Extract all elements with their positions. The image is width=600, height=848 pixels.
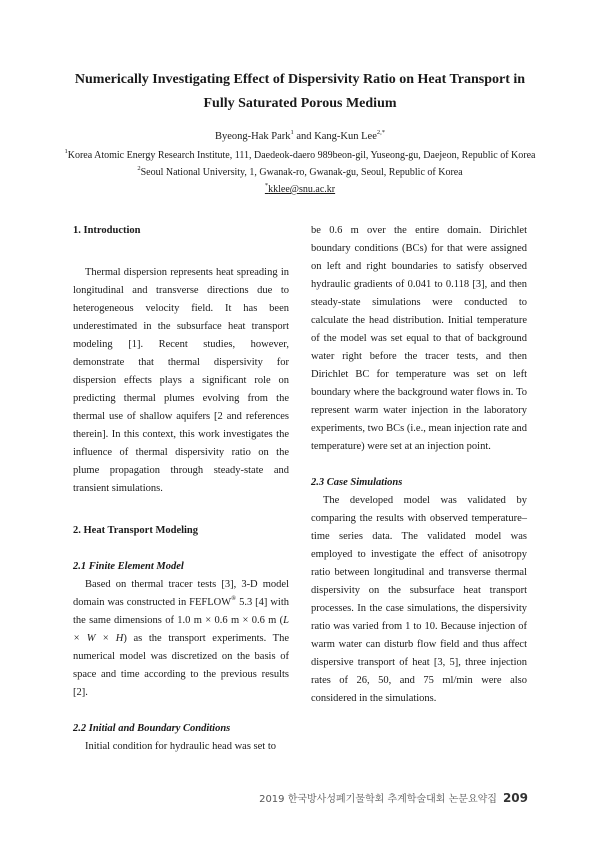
affiliation-2 <box>0 167 600 178</box>
page-number: 209 <box>502 791 528 805</box>
dimension-symbols: L × W × H <box>73 615 289 644</box>
section-2-heading: 2. Heat Transport Modeling <box>73 525 199 536</box>
title-line-2: Fully Saturated Porous Medium <box>203 96 397 111</box>
author-1: Byeong-Hak Park <box>214 131 291 142</box>
section-2-1-heading: 2.1 Finite Element Model <box>73 561 184 572</box>
affiliation-1 <box>0 150 600 161</box>
affiliation-1-sup: 1 <box>64 148 68 155</box>
section-2-2-paragraph-cont: be 0.6 m over the entire domain. Dirichlet boundary conditions (BCs) for that were assigned on left and right boundaries to satisfy observed hydraulic gradients of 0.041 to 0.118 [3], and then steady-state simulations were conducted to calculate the head distribution. Initial temperature of the model was set equal to that of background water right before the tracer tests, and then Dirichlet BC for temperature was set on left boundary where the background water flows in. To represent warm water injection in the laboratory experiments, two BCs (i.e., mean injection rate and temperature) were set at an injection point. <box>311 225 527 452</box>
affiliation-1-text: Korea Atomic Energy Research Institute, 111, Daedeok-daero 989beon-gil, Yuseong-gu, Daejeon, Republic of Korea <box>67 150 536 161</box>
affiliation-2-text: Seoul National University, 1, Gwanak-ro, Gwanak-gu, Seoul, Republic of Korea <box>140 167 463 178</box>
right-column <box>311 222 527 708</box>
author-2: Kang-Kun Lee <box>314 131 377 142</box>
author-2-sup: 2,* <box>376 129 385 136</box>
left-column <box>73 222 289 756</box>
author-list <box>0 131 600 142</box>
section-2-3-paragraph: The developed model was validated by comparing the results with observed temperature–time series data. The validated model was employed to investigate the effect of anisotropy ratio between longitudinal and transverse thermal dispersivity on the subsurface heat transport processes. In the case simulations, the dispersivity ratio was varied from 1 to 10. Because injection of warm water can disturb flow field and thus affect dispersive transport of heat [3, 5], three injection rates of 26, 50, and 75 ml/min were also considered in the simulations. <box>311 495 527 704</box>
section-2-3-heading: 2.3 Case Simulations <box>311 477 403 488</box>
author-1-sup: 1 <box>290 129 294 136</box>
page-footer <box>0 790 528 805</box>
section-2-2-paragraph-start: Initial condition for hydraulic head was set to <box>85 741 276 752</box>
email-link[interactable]: kklee@snu.ac.kr <box>268 184 336 195</box>
title-line-1: Numerically Investigating Effect of Dispersivity Ratio on Heat Transport in <box>74 72 526 87</box>
section-1-heading: 1. Introduction <box>73 225 141 236</box>
corresponding-email[interactable] <box>0 184 600 195</box>
email-sup: * <box>264 182 269 189</box>
section-2-2-heading: 2.2 Initial and Boundary Conditions <box>73 723 231 734</box>
registered-mark: ® <box>231 595 237 602</box>
section-2-1-text-b: 5.3 [4] with the same dimensions of 1.0 m × 0.6 m × 0.6 m ( <box>73 597 289 626</box>
section-2-1-paragraph <box>73 576 289 702</box>
author-separator: and <box>293 131 315 142</box>
paper-title <box>60 68 540 116</box>
section-2-1-text-c: ) as the transport experiments. The numerical model was discretized on the basis of space and time according to the previous results [2]. <box>73 633 289 698</box>
section-2-1-text-a: Based on thermal tracer tests [3], 3-D model domain was constructed in FEFLOW <box>73 579 289 608</box>
affiliation-2-sup: 2 <box>137 165 141 172</box>
proceedings-name: 2019 한국방사성폐기물학회 추계학술대회 논문요약집 <box>259 794 497 805</box>
section-1-paragraph: Thermal dispersion represents heat spreading in longitudinal and transverse directions due to heterogeneous velocity field. It has been underestimated in the subsurface heat transport modeling [1]. Recent studies, however, demonstrate that thermal dispersivity for dispersion effects plays a significant role on predicting thermal plumes evolving from the thermal use of shallow aquifers [2 and references therein]. In this context, this work investigates the influence of thermal dispersivity ratio on the plume propagation through steady-state and transient simulations. <box>73 267 289 494</box>
